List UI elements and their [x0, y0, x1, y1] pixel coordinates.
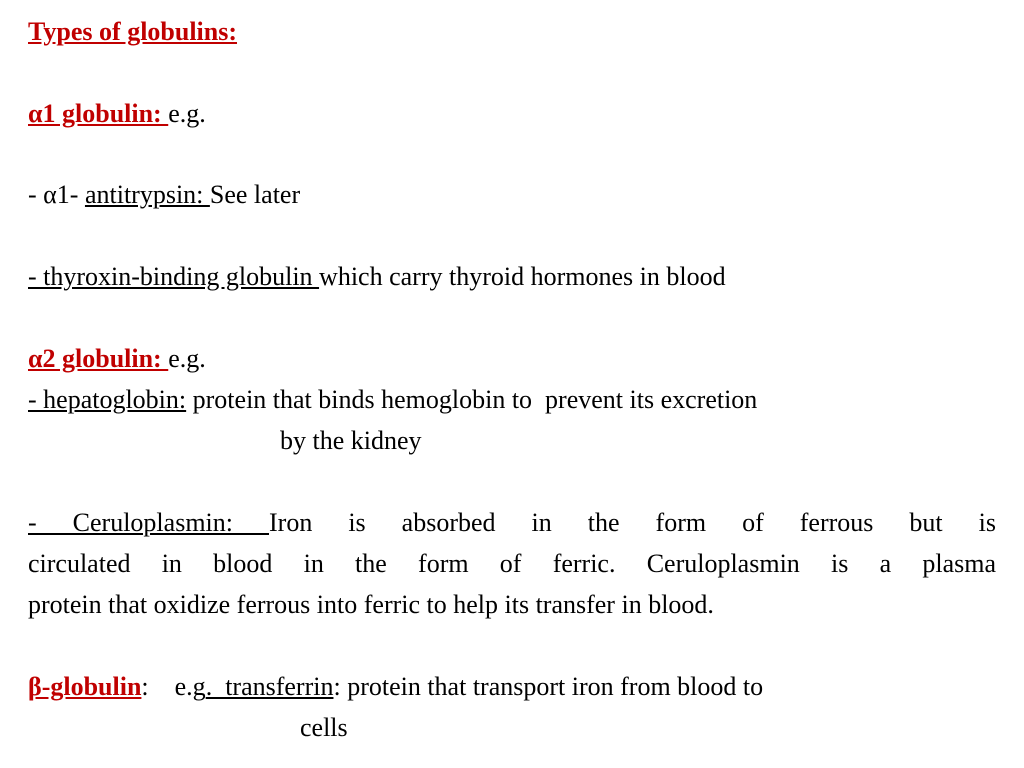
antitrypsin-prefix: - α1- — [28, 180, 85, 209]
hepatoglobin-term: - hepatoglobin: — [28, 385, 187, 414]
alpha1-item-thyroxin — [28, 262, 996, 292]
ceruloplasmin-line-3 — [28, 590, 996, 620]
transferrin-text-2: cells — [300, 713, 348, 742]
hepatoglobin-text-2: by the kidney — [280, 426, 422, 455]
transferrin-text-1: : protein that transport iron from blood to — [333, 672, 764, 701]
thyroxin-term: - thyroxin-binding globulin — [28, 262, 320, 291]
beta-colon-eg: : e.g — [141, 672, 206, 701]
beta-line-2 — [300, 713, 348, 743]
ceruloplasmin-term: - Ceruloplasmin: — [28, 508, 269, 537]
beta-line-1 — [28, 672, 996, 702]
antitrypsin-term: antitrypsin: — [84, 180, 210, 209]
alpha1-heading-line — [28, 99, 996, 129]
transferrin-term: . transferrin — [205, 672, 334, 701]
alpha1-heading: α1 globulin: — [28, 99, 169, 128]
alpha2-heading-line — [28, 344, 996, 374]
hepatoglobin-line-2 — [280, 426, 422, 456]
hepatoglobin-line-1 — [28, 385, 996, 415]
hepatoglobin-text-1: protein that binds hemoglobin to prevent its excretion — [186, 385, 758, 414]
alpha2-eg: e.g. — [168, 344, 206, 373]
ceruloplasmin-line-1 — [28, 508, 996, 538]
page-title: Types of globulins: — [28, 17, 238, 46]
ceruloplasmin-text-2: circulated in blood in the form of ferric. Ceruloplasmin is a plasma — [28, 549, 996, 578]
antitrypsin-text: See later — [209, 180, 301, 209]
ceruloplasmin-text-1: Iron is absorbed in the form of ferrous but is — [269, 508, 996, 537]
beta-heading: β-globulin — [28, 672, 142, 701]
ceruloplasmin-text-3: protein that oxidize ferrous into ferric to help its transfer in blood. — [28, 590, 714, 619]
alpha1-item-antitrypsin — [28, 180, 996, 210]
ceruloplasmin-line-2 — [28, 549, 996, 579]
title-line — [28, 17, 996, 47]
alpha2-heading: α2 globulin: — [28, 344, 169, 373]
thyroxin-text: which carry thyroid hormones in blood — [319, 262, 726, 291]
alpha1-eg: e.g. — [168, 99, 206, 128]
